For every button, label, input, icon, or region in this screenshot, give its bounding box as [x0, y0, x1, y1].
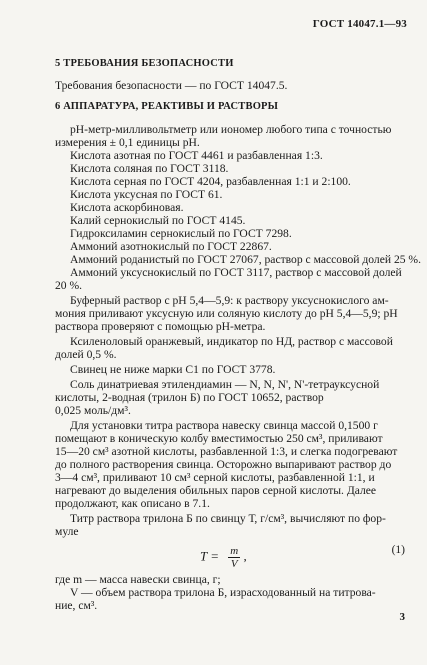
body-line: Гидроксиламин сернокислый по ГОСТ 7298.	[70, 227, 292, 240]
where-line: ние, см³.	[55, 599, 98, 612]
body-line: 15—20 см³ азотной кислоты, разбавленной 1:3, и слегка подогревают	[55, 445, 398, 458]
body-line: 3—4 см³, приливают 10 см³ серной кислоты, разбавленной 1:1, и	[55, 471, 375, 484]
body-line: Для установки титра раствора навеску свинца массой 0,1500 г	[70, 419, 378, 432]
body-line: долей 0,5 %.	[55, 348, 117, 361]
body-line: помещают в коническую колбу вместимостью 250 см³, приливают	[55, 432, 383, 445]
where-line: V — объем раствора трилона Б, израсходованный на титрова-	[70, 586, 376, 599]
body-line: раствора проверяют с помощью рН-метра.	[55, 320, 266, 333]
body-line: муле	[55, 525, 79, 538]
body-line: Аммоний уксуснокислый по ГОСТ 3117, раствор с массовой долей	[70, 266, 402, 279]
body-line: кислоты, 2-водная (трилон Б) по ГОСТ 10652, раствор	[55, 391, 324, 404]
section-6-title: 6 АППАРАТУРА, РЕАКТИВЫ И РАСТВОРЫ	[55, 101, 279, 112]
formula-tail: ,	[243, 548, 247, 564]
formula-numerator: m	[230, 545, 239, 557]
body-line: Калий сернокислый по ГОСТ 4145.	[70, 214, 246, 227]
section-5-text: Требования безопасности — по ГОСТ 14047.5.	[55, 79, 288, 92]
body-line: Свинец не ниже марки С1 по ГОСТ 3778.	[70, 363, 276, 376]
formula-fraction	[228, 545, 240, 570]
section-5-title: 5 ТРЕБОВАНИЯ БЕЗОПАСНОСТИ	[55, 58, 234, 69]
body-line: Кислота аскорбиновая.	[70, 201, 184, 214]
body-line: Кислота серная по ГОСТ 4204, разбавленная 1:1 и 2:100.	[70, 175, 351, 188]
body-line: 0,025 моль/дм³.	[55, 404, 131, 417]
body-line: Соль динатриевая этилендиамин — N, N, N', N'-тетрауксусной	[70, 378, 380, 391]
body-line: Аммоний роданистый по ГОСТ 27067, раствор с массовой долей 25 %.	[70, 253, 421, 266]
body-line: Буферный раствор с рН 5,4—5,9: к раствору уксуснокислого ам-	[70, 294, 389, 307]
formula-lhs: T =	[200, 548, 220, 564]
body-line: до полного растворения свинца. Осторожно выпаривают раствор до	[55, 458, 392, 471]
page-number: 3	[399, 611, 405, 623]
titer-formula	[200, 545, 247, 570]
body-line: мония приливают уксусную или соляную кислоту до рН 5,4—5,9; рН	[55, 307, 398, 320]
body-line: Кислота азотная по ГОСТ 4461 и разбавленная 1:3.	[70, 149, 323, 162]
body-line: Титр раствора трилона Б по свинцу Т, г/см³, вычисляют по фор-	[70, 512, 386, 525]
body-line: рН-метр-милливольтметр или иономер любого типа с точностью	[70, 123, 392, 136]
body-line: Ксиленоловый оранжевый, индикатор по НД, раствор с массовой	[70, 335, 393, 348]
body-line: Кислота соляная по ГОСТ 3118.	[70, 162, 229, 175]
body-line: Кислота уксусная по ГОСТ 61.	[70, 188, 223, 201]
body-line: Аммоний азотнокислый по ГОСТ 22867.	[70, 240, 272, 253]
body-line: 20 %.	[55, 279, 83, 292]
document-code-header: ГОСТ 14047.1—93	[312, 18, 407, 30]
body-line: продолжают, как описано в 7.1.	[55, 497, 210, 510]
body-line: нагревают до выделения обильных паров серной кислоты. Далее	[55, 484, 377, 497]
body-line: измерения ± 0,1 единицы рН.	[55, 136, 200, 149]
equation-number: (1)	[391, 544, 405, 556]
where-line: где m — масса навески свинца, г;	[55, 573, 221, 586]
formula-denominator: V	[230, 558, 238, 570]
